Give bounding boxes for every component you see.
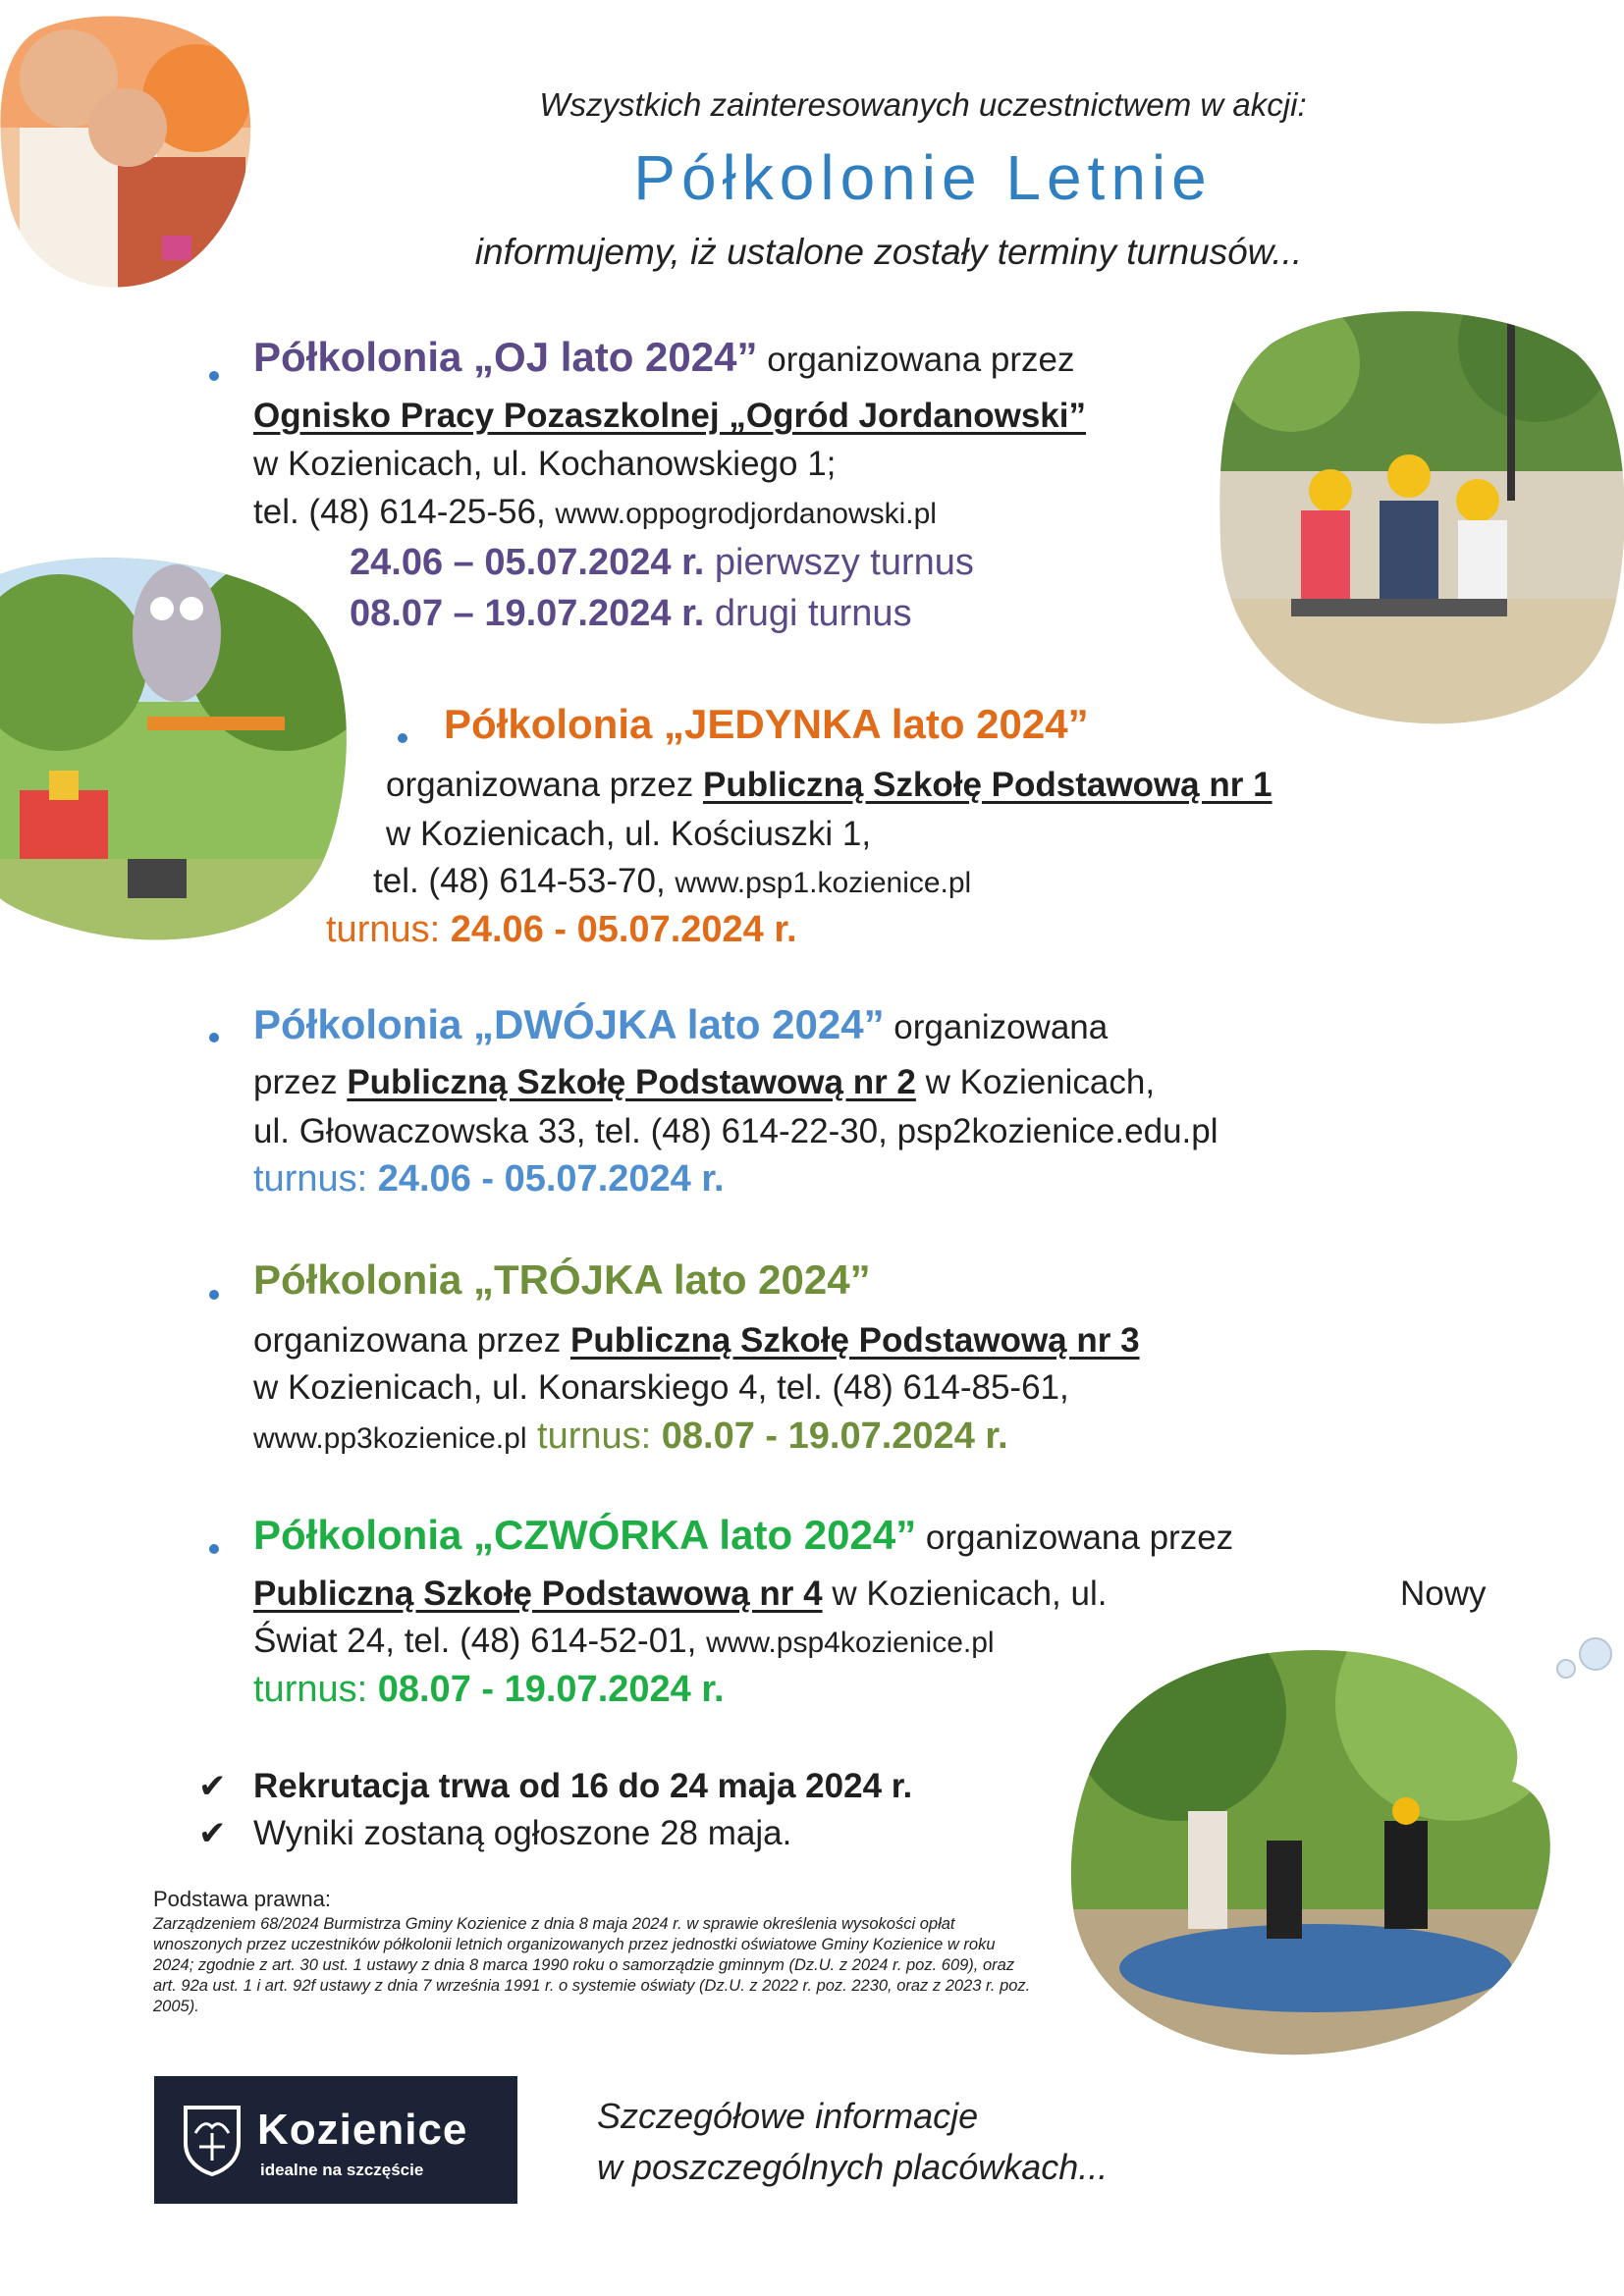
camp-trojka-address: w Kozienicach, ul. Konarskiego 4, tel. (48) 614-85-61, xyxy=(253,1368,1069,1407)
camp-jedynka-before-org: organizowana przez xyxy=(386,766,703,804)
photo-children-on-swing xyxy=(1213,304,1624,736)
footer-note xyxy=(597,2091,1108,2193)
logo-name: Kozienice xyxy=(257,2106,468,2154)
camp-czworka-after-org: w Kozienicach, ul. xyxy=(822,1575,1108,1613)
recruitment-note: Rekrutacja trwa od 16 do 24 maja 2024 r. xyxy=(253,1767,913,1805)
camp-oj-website[interactable]: www.oppogrodjordanowski.pl xyxy=(555,498,937,530)
camp-oj-turn2-dates: 08.07 – 19.07.2024 r. xyxy=(350,593,705,634)
camp-trojka-turn-label: turnus: xyxy=(526,1415,662,1457)
camp-oj-turn2-label: drugi turnus xyxy=(704,593,912,634)
camp-dwojka-after-name: organizowana xyxy=(884,1008,1109,1046)
camp-czworka-address: Świat 24, tel. (48) 614-52-01, xyxy=(253,1622,707,1660)
camp-jedynka-turn-label: turnus: xyxy=(326,909,451,950)
kozienice-logo xyxy=(154,2076,517,2204)
crest-icon xyxy=(182,2104,243,2176)
camp-oj-turn1-label: pierwszy turnus xyxy=(704,542,974,583)
camp-trojka-name: Półkolonia „TRÓJKA lato 2024” xyxy=(253,1256,871,1303)
camp-czworka-turn-dates: 08.07 - 19.07.2024 r. xyxy=(377,1669,725,1710)
camp-dwojka-after-org: w Kozienicach, xyxy=(915,1063,1156,1101)
camp-jedynka-website[interactable]: www.psp1.kozienice.pl xyxy=(675,867,972,899)
photo-children-water-play xyxy=(1060,1634,1624,2066)
camp-trojka-turn-dates: 08.07 - 19.07.2024 r. xyxy=(661,1415,1008,1457)
checkmark-icon: ✔ xyxy=(198,1815,227,1852)
camp-jedynka-organizer: Publiczną Szkołę Podstawową nr 1 xyxy=(702,766,1272,804)
camp-czworka-website[interactable]: www.psp4kozienice.pl xyxy=(706,1627,995,1659)
intro-line: Wszystkich zainteresowanych uczestnictwem w akcji: xyxy=(539,86,1307,123)
camp-oj-name: Półkolonia „OJ lato 2024” xyxy=(253,334,758,380)
camp-oj-address: w Kozienicach, ul. Kochanowskiego 1; xyxy=(253,445,837,483)
camp-jedynka-address: w Kozienicach, ul. Kościuszki 1, xyxy=(386,815,872,853)
page-title: Półkolonie Letnie xyxy=(633,142,1213,213)
bullet-dot-icon xyxy=(209,1033,219,1042)
camp-jedynka-turn-dates: 24.06 - 05.07.2024 r. xyxy=(450,909,797,950)
camp-dwojka-organizer: Publiczną Szkołę Podstawową nr 2 xyxy=(347,1063,916,1101)
photo-volunteer-with-child xyxy=(0,10,255,294)
camp-czworka-organizer: Publiczną Szkołę Podstawową nr 4 xyxy=(253,1575,823,1613)
bullet-dot-icon xyxy=(209,371,219,381)
footer-line-2: w poszczególnych placówkach... xyxy=(597,2147,1109,2187)
legal-heading: Podstawa prawna: xyxy=(153,1887,331,1911)
camp-jedynka-name: Półkolonia „JEDYNKA lato 2024” xyxy=(444,701,1089,747)
bullet-dot-icon xyxy=(209,1290,219,1300)
camp-trojka-organizer: Publiczną Szkołę Podstawową nr 3 xyxy=(569,1321,1140,1360)
camp-dwojka-turn-dates: 24.06 - 05.07.2024 r. xyxy=(377,1158,725,1200)
camp-dwojka-before-org: przez xyxy=(253,1063,348,1101)
results-note: Wyniki zostaną ogłoszone 28 maja. xyxy=(253,1814,792,1852)
camp-dwojka-name: Półkolonia „DWÓJKA lato 2024” xyxy=(253,1001,885,1047)
photo-owl-playground xyxy=(0,545,353,947)
camp-oj-phone: tel. (48) 614-25-56, xyxy=(253,493,556,531)
checkmark-icon: ✔ xyxy=(198,1768,227,1805)
footer-line-1: Szczegółowe informacje xyxy=(597,2096,979,2136)
camp-trojka-before-org: organizowana przez xyxy=(253,1321,570,1360)
bullet-dot-icon xyxy=(398,733,407,743)
camp-czworka-street-part: Nowy xyxy=(1400,1575,1487,1613)
camp-trojka-website[interactable]: www.pp3kozienice.pl xyxy=(253,1422,527,1455)
camp-dwojka-turn-label: turnus: xyxy=(253,1158,378,1200)
camp-czworka-name: Półkolonia „CZWÓRKA lato 2024” xyxy=(253,1512,917,1558)
bullet-dot-icon xyxy=(209,1544,219,1554)
camp-dwojka-address: ul. Głowaczowska 33, tel. (48) 614-22-30, psp2kozienice.edu.pl xyxy=(253,1112,1218,1150)
camp-czworka-turn-label: turnus: xyxy=(253,1669,378,1710)
intro-subtitle: informujemy, iż ustalone zostały terminy turnusów... xyxy=(474,232,1303,272)
camp-oj-organizer: Ognisko Pracy Pozaszkolnej „Ogród Jordanowski” xyxy=(253,397,1086,435)
camp-czworka-after-name: organizowana przez xyxy=(916,1519,1234,1557)
camp-oj-after-name: organizowana przez xyxy=(757,341,1075,379)
legal-text: Zarządzeniem 68/2024 Burmistrza Gminy Kozienice z dnia 8 maja 2024 r. w sprawie określenia wysokości opłat wnoszonych przez uczestników półkolonii letnich organizowanych przez jednostki oświatowe Gminy Kozienice w roku 2024; zgodnie z art. 30 ust. 1 ustawy z dnia 8 marca 1990 roku o samorządzie gminnym (Dz.U. z 2024 r. poz. 609), oraz art. 92a ust. 1 i art. 92f ustawy z dnia 7 września 1991 r. o systemie oświaty (Dz.U. z 2022 r. poz. 2230, oraz z 2023 r. poz. 2005). xyxy=(153,1915,1031,2015)
logo-tagline: idealne na szczęście xyxy=(260,2161,424,2179)
camp-jedynka-phone: tel. (48) 614-53-70, xyxy=(373,862,676,900)
camp-oj-turn1-dates: 24.06 – 05.07.2024 r. xyxy=(350,542,705,583)
